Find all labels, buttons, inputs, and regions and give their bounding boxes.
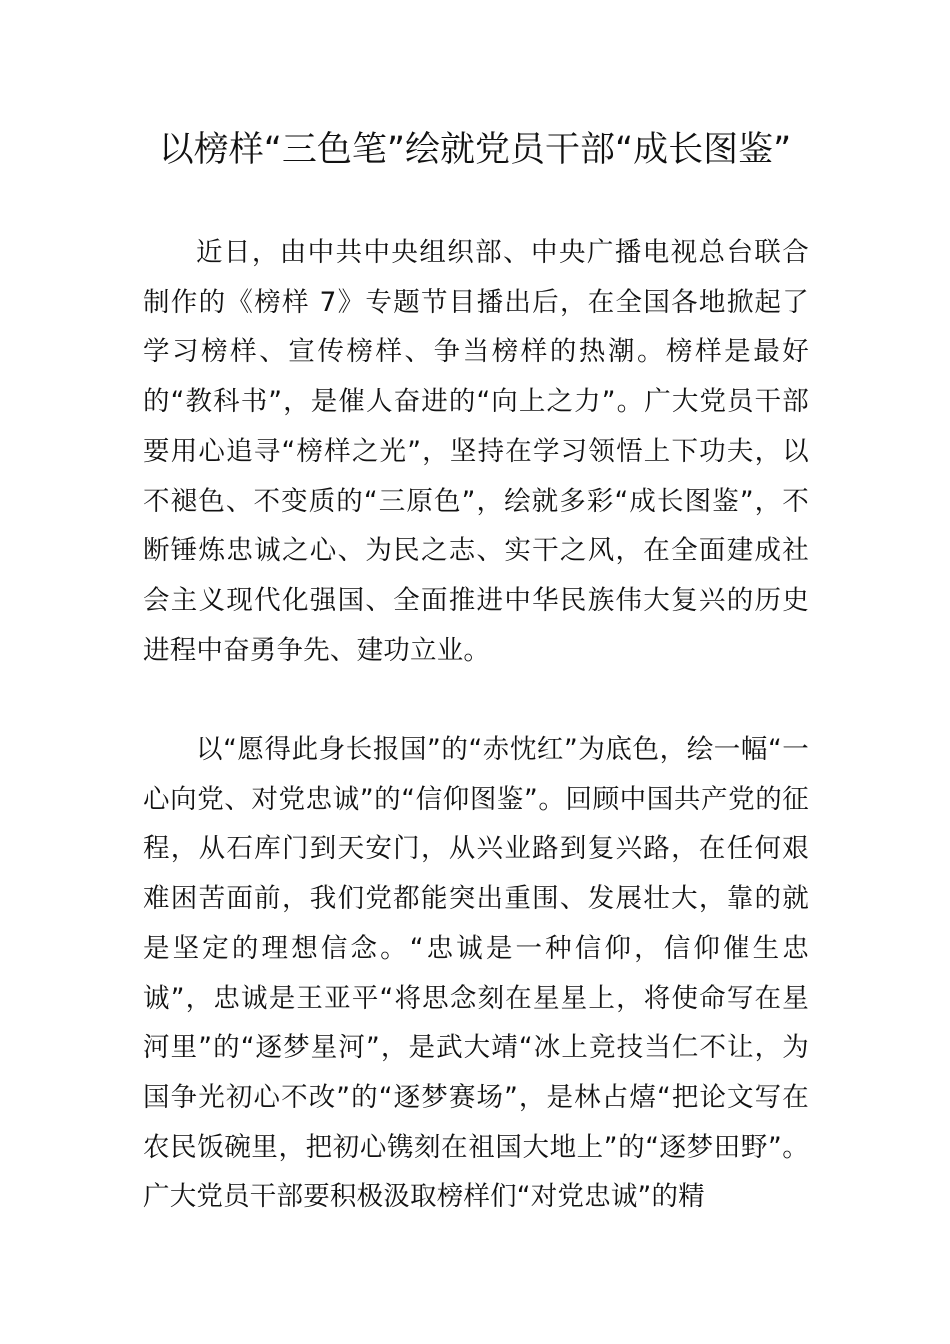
body-paragraph: 近日，由中共中央组织部、中央广播电视总台联合制作的《榜样 7》专题节目播出后，在全国各地掀起了学习榜样、宣传榜样、争当榜样的热潮。榜样是最好的“教科书”，是催人奋进的“向上之力”。广大党员干部要用心追寻“榜样之光”，坚持在学习领悟上下功夫，以不褪色、不变质的“三原色”，绘就多彩“成长图鉴”，不断锤炼忠诚之心、为民之志、实干之风，在全面建成社会主义现代化强国、全面推进中华民族伟大复兴的历史进程中奋勇争先、建功立业。 [143, 237, 809, 666]
document-title: 以榜样“三色笔”绘就党员干部“成长图鉴” [158, 130, 792, 170]
body-paragraph: 以“愿得此身长报国”的“赤忱红”为底色，绘一幅“一心向党、对党忠诚”的“信仰图鉴”。回顾中国共产党的征程，从石库门到天安门，从兴业路到复兴路，在任何艰难困苦面前，我们党都能突出重围、发展壮大，靠的就是坚定的理想信念。“忠诚是一种信仰，信仰催生忠诚”，忠诚是王亚平“将思念刻在星星上，将使命写在星河里”的“逐梦星河”，是武大靖“冰上竞技当仁不让，为国争光初心不改”的“逐梦赛场”，是林占熺“把论文写在农民饭碗里，把初心镌刻在祖国大地上”的“逐梦田野”。广大党员干部要积极汲取榜样们“对党忠诚”的精 [143, 734, 809, 1213]
